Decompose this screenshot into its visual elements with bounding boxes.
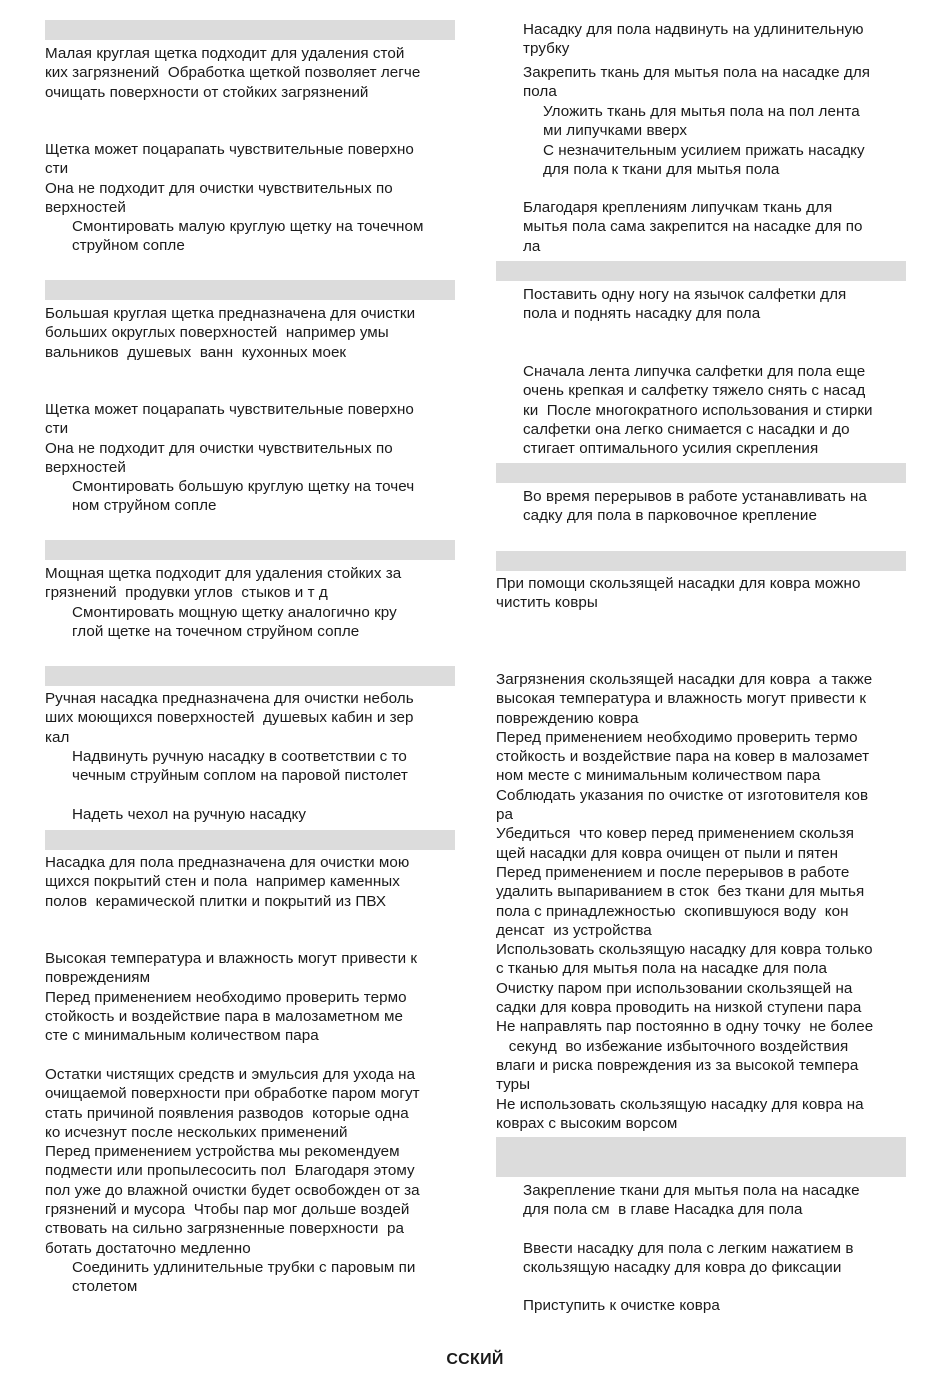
- text-line: стигает оптимального усилия скрепления: [523, 440, 819, 458]
- text-line: Очистку паром при использовании скользящей на: [496, 979, 853, 997]
- text-line: щихся покрытий стен и пола например каменных: [45, 873, 400, 891]
- text-line: повреждениям: [45, 969, 151, 987]
- text-line: очищаемой поверхности при обработке паром могут: [45, 1085, 420, 1103]
- text-line: ки После многократного использования и стирки: [523, 401, 873, 419]
- text-line: Поставить одну ногу на язычок салфетки для: [523, 286, 847, 303]
- text-line: пола: [523, 83, 557, 101]
- text-line: Не использовать скользящую насадку для ковра на: [496, 1095, 864, 1113]
- power-brush-step: [45, 603, 455, 642]
- text-line: пол уже до влажной очистки будет освобожден от за: [45, 1181, 420, 1199]
- text-line: денсат из устройства: [496, 921, 652, 939]
- text-line: коврах с высоким ворсом: [496, 1114, 678, 1132]
- carpet-step-2: [496, 1239, 906, 1278]
- small-brush-warning: [45, 140, 455, 217]
- parking-step: [496, 487, 906, 526]
- text-line: сти: [45, 160, 69, 178]
- text-line: Уложить ткань для мытья пола на пол лента: [543, 103, 860, 120]
- floor-nozzle-step: [45, 1258, 455, 1297]
- large-brush-description: [45, 304, 455, 362]
- text-line: Остатки чистящих средств и эмульсия для ухода на: [45, 1066, 416, 1083]
- text-line: глой щетке на точечном струйном сопле: [72, 623, 360, 641]
- text-line: Смонтировать большую круглую щетку на точеч: [72, 478, 415, 495]
- remove-cloth-note: [496, 362, 906, 458]
- text-line: Она не подходит для очистки чувствительных по: [45, 179, 393, 197]
- text-line: мытья пола сама закрепится на насадке для по: [523, 218, 863, 236]
- text-line: ботать достаточно медленно: [45, 1239, 251, 1257]
- section-heading-bar: [45, 540, 455, 560]
- text-line: Большая круглая щетка предназначена для очистки: [45, 305, 416, 322]
- text-line: Закрепить ткань для мытья пола на насадке для: [523, 64, 871, 81]
- power-brush-description: [45, 564, 455, 603]
- text-line: садку для пола в парковочное крепление: [523, 507, 817, 525]
- text-line: сте с минимальным количеством пара: [45, 1027, 319, 1045]
- text-line: ра: [496, 806, 513, 824]
- text-line: Использовать скользящую насадку для ковра только: [496, 941, 873, 959]
- text-line: удалить выпариванием в сток без ткани для мытья: [496, 883, 865, 901]
- text-line: грязнений продувки углов стыков и т д: [45, 584, 328, 602]
- text-line: Щетка может поцарапать чувствительные поверхно: [45, 401, 414, 418]
- section-heading-bar: [45, 280, 455, 300]
- text-line: подмести или пропылесосить пол Благодаря этому: [45, 1162, 415, 1180]
- text-line: Ручная насадка предназначена для очистки неболь: [45, 690, 414, 707]
- text-line: трубку: [523, 40, 570, 58]
- text-line: Во время перерывов в работе устанавливать на: [523, 488, 867, 505]
- text-line: туры: [496, 1076, 531, 1094]
- text-line: для пола к ткани для мытья пола: [543, 160, 780, 178]
- large-brush-step: [45, 477, 455, 516]
- text-line: повреждению ковра: [496, 709, 639, 727]
- section-heading-bar: [45, 20, 455, 40]
- floor-nozzle-warning: [45, 949, 455, 1045]
- text-line: струйном сопле: [72, 237, 185, 255]
- text-line: ла: [523, 237, 541, 255]
- text-line: садки для ковра проводить на низкой ступени пара: [496, 999, 862, 1017]
- text-line: При помощи скользящей насадки для ковра можно: [496, 575, 861, 592]
- text-line: Щетка может поцарапать чувствительные поверхно: [45, 141, 414, 158]
- text-line: очень крепкая и салфетку тяжело снять с насад: [523, 382, 866, 400]
- page-footer-language: ССКИЙ: [446, 1351, 504, 1368]
- small-brush-step: [45, 217, 455, 256]
- text-line: Надвинуть ручную насадку в соответствии с то: [72, 748, 407, 765]
- text-line: ми липучками вверх: [543, 122, 687, 140]
- text-line: Надеть чехол на ручную насадку: [72, 806, 307, 823]
- text-line: стойкость и воздействие пара на ковер в малозамет: [496, 748, 870, 766]
- text-line: Насадка для пола предназначена для очистки мою: [45, 854, 410, 871]
- text-line: Сначала лента липучка салфетки для пола еще: [523, 363, 866, 380]
- text-line: ном месте с минимальным количеством пара: [496, 767, 821, 785]
- text-line: чечным струйным соплом на паровой пистолет: [72, 767, 408, 785]
- text-line: Смонтировать малую круглую щетку на точечном: [72, 218, 424, 235]
- text-line: кал: [45, 728, 70, 746]
- remove-cloth-step: [496, 285, 906, 324]
- text-line: верхностей: [45, 458, 126, 476]
- carpet-step-3: [496, 1296, 906, 1315]
- text-line: вальников душевых ванн кухонных моек: [45, 343, 347, 361]
- floor-step-2: [496, 63, 906, 102]
- text-line: пола и поднять насадку для пола: [523, 305, 761, 323]
- floor-substeps: [496, 102, 906, 179]
- section-heading-bar: [496, 261, 906, 281]
- floor-step-1: [496, 20, 906, 59]
- text-line: стать причиной появления разводов которые одна: [45, 1104, 409, 1122]
- text-line: грязнений и мусора Чтобы пар мог дольше воздей: [45, 1201, 410, 1219]
- text-line: Перед применением устройства мы рекомендуем: [45, 1143, 400, 1161]
- floor-nozzle-note: [45, 1065, 455, 1258]
- text-line: очищать поверхности от стойких загрязнений: [45, 83, 369, 101]
- carpet-glider-description: [496, 574, 906, 613]
- text-line: верхностей: [45, 198, 126, 216]
- text-line: Соблюдать указания по очистке от изготовителя ков: [496, 786, 869, 804]
- large-brush-warning: [45, 400, 455, 477]
- text-line: стойкость и воздействие пара в малозаметном ме: [45, 1007, 404, 1025]
- section-heading-bar: [45, 830, 455, 850]
- section-heading-bar: [45, 666, 455, 686]
- text-line: полов керамической плитки и покрытий из ПВХ: [45, 892, 387, 910]
- text-line: Закрепление ткани для мытья пола на насадке: [523, 1182, 860, 1199]
- text-line: Высокая температура и влажность могут привести к: [45, 950, 418, 967]
- hand-nozzle-step-2: [45, 805, 455, 824]
- text-line: высокая температура и влажность могут привести к: [496, 690, 867, 708]
- text-line: Убедиться что ковер перед применением скользя: [496, 825, 855, 843]
- hand-nozzle-description: [45, 689, 455, 747]
- small-brush-description: [45, 44, 455, 102]
- text-line: ших моющихся поверхностей душевых кабин и зер: [45, 709, 414, 727]
- hand-nozzle-step-1: [45, 747, 455, 786]
- text-line: скользящую насадку для ковра до фиксации: [523, 1259, 842, 1277]
- text-line: Малая круглая щетка подходит для удаления стой: [45, 45, 405, 62]
- text-line: для пола см в главе Насадка для пола: [523, 1201, 803, 1219]
- text-line: Не направлять пар постоянно в одну точку не более: [496, 1018, 874, 1036]
- text-line: Ввести насадку для пола с легким нажатием в: [523, 1240, 854, 1257]
- text-line: Насадку для пола надвинуть на удлинительную: [523, 21, 864, 38]
- text-line: Смонтировать мощную щетку аналогично кру: [72, 604, 397, 621]
- text-line: сти: [45, 420, 69, 438]
- carpet-step-1: [496, 1181, 906, 1220]
- text-line: Перед применением необходимо проверить термо: [496, 728, 858, 746]
- text-line: Перед применением и после перерывов в работе: [496, 863, 850, 881]
- text-line: столетом: [72, 1278, 138, 1296]
- text-line: ких загрязнений Обработка щеткой позволяет легче: [45, 64, 421, 82]
- text-line: пола с принадлежностью скопившуюся воду кон: [496, 902, 849, 920]
- text-line: ко исчезнут после нескольких применений: [45, 1123, 348, 1141]
- text-line: больших округлых поверхностей например умы: [45, 324, 389, 342]
- text-line: салфетки она легко снимается с насадки и до: [523, 420, 850, 438]
- text-line: ном струйном сопле: [72, 497, 217, 515]
- text-line: Она не подходит для очистки чувствительных по: [45, 439, 393, 457]
- floor-nozzle-description: [45, 853, 455, 911]
- section-heading-bar: [496, 463, 906, 483]
- text-line: С незначительным усилием прижать насадку: [543, 141, 865, 159]
- section-heading-bar: [496, 551, 906, 571]
- section-heading-bar: [496, 1137, 906, 1177]
- text-line: секунд во избежание избыточного воздействия: [496, 1037, 849, 1055]
- text-line: влаги и риска повреждения из за высокой темпера: [496, 1056, 859, 1074]
- text-line: Перед применением необходимо проверить термо: [45, 988, 407, 1006]
- text-line: чистить ковры: [496, 594, 598, 612]
- text-line: щей насадки для ковра очищен от пыли и пятен: [496, 844, 839, 862]
- text-line: Благодаря креплениям липучкам ткань для: [523, 199, 833, 216]
- text-line: Мощная щетка подходит для удаления стойких за: [45, 565, 402, 582]
- floor-result: [496, 198, 906, 256]
- text-line: ствовать на сильно загрязненные поверхности ра: [45, 1220, 404, 1238]
- carpet-glider-warning: [496, 670, 906, 1133]
- text-line: Приступить к очистке ковра: [523, 1297, 720, 1314]
- text-line: Загрязнения скользящей насадки для ковра а также: [496, 671, 873, 688]
- text-line: с тканью для мытья пола на насадке для пола: [496, 960, 828, 978]
- text-line: Соединить удлинительные трубки с паровым пи: [72, 1259, 416, 1276]
